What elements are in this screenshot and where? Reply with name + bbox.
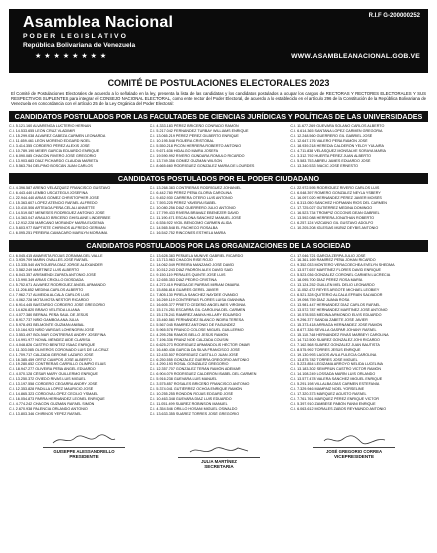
candidate-entry: C.I. 6.443.440 LEMBO USCÁTEGUI JOSEFINA bbox=[9, 191, 88, 196]
country-name: República Bolivariana de Venezuela bbox=[23, 42, 136, 49]
candidate-column bbox=[290, 254, 428, 417]
candidate-entry: C.I. 16.385.459 ORTIZ CAMPOS JOSÉ ALBERTO bbox=[9, 357, 92, 362]
institution-subtitle: PODER LEGISLATIVO bbox=[23, 33, 128, 40]
candidate-entry: C.I. 9.296.377 SANDIA ZABETE JOSÉ JAVIER bbox=[290, 317, 368, 322]
candidate-entry: C.I. 4.062.728 MOTA MOTA NÉSTOR RICARDO bbox=[9, 298, 89, 303]
candidate-entry: C.I. 3.582.249 MARTÍNEZ LUIS ALBERTO bbox=[9, 268, 80, 273]
section-civil-society bbox=[9, 240, 428, 417]
candidate-entry: C.I. 6.313.050 SÁNCHEZ HOFMANN RÍOS DEL CARMEN bbox=[290, 201, 387, 206]
candidate-entry: C.I. 15.178.241 RAMÍREZ AMAYA HILLARY EDUARDO bbox=[149, 312, 242, 317]
candidate-entry: C.I. 9.352.033 MONTERO VERACOECHEA EVELYN SHEDMA bbox=[290, 263, 395, 268]
candidate-entry: C.I. 18.947.277 OLIVEIRA PEÑA ÁNGEL EDUARDO bbox=[9, 367, 96, 372]
candidate-entry: C.I. 6.045.415 AMARISTA ROJAS ZORAIMA DEL VALLE bbox=[9, 253, 103, 258]
signature-secretary bbox=[164, 443, 274, 469]
candidate-column bbox=[290, 124, 428, 169]
candidate-column bbox=[9, 124, 147, 169]
candidate-entry: C.I. 13.981.447 HERNÁNDEZ DÍAZ CARLOS RAFAEL bbox=[290, 303, 381, 308]
section-citizen-power bbox=[9, 173, 428, 236]
candidate-entry: C.I. 19.130.993 LAGOS AVILA FULECIA CAROLINA bbox=[290, 352, 377, 357]
candidate-entry: C.I. 16.269.119 CONTRERAS FLORES LUISA GIANNINA bbox=[149, 298, 245, 303]
candidate-entry: C.I. 14.108.249 LOSSADA MARÍN LUIS ORLANDO bbox=[290, 372, 376, 377]
candidate-entry: C.I. 3.312.792 HUERTA PÉREZ JUAN ALBERTO bbox=[290, 153, 372, 158]
candidate-entry: C.I. 16.605.377 PRIETO CEDEÑO ANGELINES VIRGINIA bbox=[149, 303, 246, 308]
candidate-entry: C.I. 5.121.160 ALVARENGA LUCTERIO HERNAN bbox=[9, 124, 92, 129]
section-heading: CANDIDATOS POSTULADOS POR LAS FACULTADES DE CIENCIAS JURÍDICAS Y POLÍTICAS DE LAS UNIVERSIDADES bbox=[9, 111, 428, 123]
candidate-entry: C.I. 10.080.256 DÍAZ GUERRERO JULIO ANTONIO bbox=[149, 206, 236, 211]
candidate-entry: C.I. 12.248.560 GUERRERO GIL GABRIEL JOSÉ bbox=[290, 134, 373, 139]
candidate-entry: C.I. 12.433.507 RODRÍGUEZ CASTILLO JUAN JOSÉ bbox=[149, 352, 239, 357]
candidate-entry: C.I. 13.628.383 PEÑUELA MUNIVE GABRIEL RICARDO bbox=[149, 253, 244, 258]
candidate-entry: C.I. 22.944.440 ARIAS GÓMEZ CHRISTOPHER JOSÉ bbox=[9, 196, 100, 201]
signature-line bbox=[43, 447, 125, 448]
handwritten-signature-icon bbox=[319, 433, 389, 447]
candidate-entry: C.I. 5.563.754 DELPINO BOSCÁN JUAN CARLOS bbox=[9, 163, 93, 168]
candidate-entry: C.I. 15.856.816 GUARES GEREL JAVIER bbox=[149, 288, 219, 293]
candidate-columns bbox=[9, 186, 428, 236]
candidate-entry: C.I. 10.164.923 NIÑO VARGAS LOHENGRIN JOSÉ bbox=[9, 327, 95, 332]
candidate-entry: C.I. 7.805.130 PIRELA SANCHEZ NAYDEE OVANDO bbox=[149, 293, 239, 298]
candidate-entry: C.I. 6.043.357 ARISMENDI ZAPATA ANTONIO JOSÉ bbox=[9, 273, 97, 278]
section-heading: CANDIDATOS POSTULADOS POR LAS ORGANIZACIONES DE LA SOCIEDAD bbox=[9, 240, 428, 252]
candidate-entry: C.I. 5.603.977 BAPTISTE CHIRINOS ALFREDO GERMÁN bbox=[9, 226, 106, 230]
candidate-entry: C.I. 11.303.085 OLIVEROS CORONADO LUIS DE LA CRUZ bbox=[9, 347, 109, 352]
candidate-columns bbox=[9, 124, 428, 169]
candidate-entry: C.I. 4.077.380 BERNAL PEÑA SAUL DE JESÚS bbox=[9, 312, 89, 317]
candidate-entry: C.I. 13.803.346 CHIRINOS YEPEZ RAFAEL bbox=[9, 412, 82, 416]
candidate-entry: C.I. 7.162.568 SUÁREZ GONZÁLEZ JUAN BAUTISTA bbox=[290, 342, 380, 347]
candidate-entry: C.I. 6.063.612 MORALES ZABOS REYMUNDO ANTONIO bbox=[290, 407, 387, 412]
candidate-column bbox=[150, 186, 288, 236]
candidate-entry: C.I. 10.205.208 IGLESIAS MÚÑIZ DEYBIS ANTONIO bbox=[290, 226, 379, 230]
signer-role: SECRETARIA bbox=[204, 463, 234, 469]
candidate-entry: C.I. 13.340.533 IVACIC JOSÉ ERNESTO bbox=[290, 163, 359, 168]
candidate-entry: C.I. 13.268.383 CONTRERAS RODRÍGUEZ JOHANIEL bbox=[149, 186, 242, 191]
candidate-entry: C.I. 17.799.433 RIVERA BRAVAIZ EBENEZER DAVID bbox=[149, 211, 239, 216]
candidate-entry: C.I. 8.917.737 NIÑO GAMBOA ANA JULIA bbox=[9, 317, 79, 322]
candidate-entry: C.I. 9.671.636 HIDALGO MAIRA JOSEFA bbox=[149, 148, 219, 153]
candidate-column bbox=[9, 186, 147, 236]
candidate-entry: C.I. 13.577.657 MARTÍNEZ FLORES DAVID ENRIQUE bbox=[290, 268, 381, 273]
candidate-entry: C.I. 11.190.471 ESCALONA SÁNCHEZ MANUEL JOSÉ bbox=[149, 216, 242, 221]
candidate-entry: C.I. 5.550.218 PICÓN HERRERA ROBERTO ANTONIO bbox=[149, 144, 242, 149]
candidate-entry: C.I. 19.590.992 RIVERO GÚNDARA ROMULO RICARDO bbox=[149, 153, 245, 158]
candidate-entry: C.I. 11.659.461 LEÓN MORENO EDGARD NOEL bbox=[9, 139, 91, 144]
signature-vicepresident bbox=[299, 433, 409, 459]
candidate-entry: C.I. 17.320.373 MÁRQUEZ AGUSTO RAFAEL bbox=[290, 392, 367, 397]
candidate-entry: C.I. 6.614.365 SANTANA LOPEZ CARMEN GREGORIA bbox=[290, 129, 383, 134]
candidate-entry: C.I. 19.280.652 CONTRERAS CARRILLO OLIMPIO ELIAS bbox=[9, 362, 106, 367]
candidate-entry: C.I. 16.480.436 GARCÍA DA SILVA FRANCISCO JOSÉ bbox=[149, 347, 240, 352]
candidate-entry: C.I. 13.592.088 HERRERA JONATHAN ROBERTO bbox=[290, 216, 375, 221]
candidate-entry: C.I. 6.095.251 PEREIRA CAMACARO MARILYN MORAIMA bbox=[9, 230, 108, 235]
candidate-entry: C.I. 4.290.193 ROSAL GONZÁLEZ GREGORIO bbox=[149, 362, 229, 367]
signer-name: JULIA MARTÍNEZ bbox=[201, 458, 237, 464]
signature-president bbox=[29, 433, 139, 459]
candidate-entry: C.I. 13.572.787 HERNÁNDEZ MARTÍNEZ JOSÉ ANTONIO bbox=[290, 307, 388, 312]
candidate-entry: C.I. 3.414.355 CORDERO PÉREZ ALEXIS JOSÉ bbox=[9, 144, 90, 149]
header-banner bbox=[9, 9, 428, 73]
candidate-entry: C.I. 17.725.027 GUTIÉRREZ MEDINA DOMINGO bbox=[290, 206, 373, 211]
candidate-entry: C.I. 10.789.190 MEIER GARCÍA EDUARDO ENRIQUE bbox=[9, 148, 100, 153]
candidate-entry: C.I. 19.098.759 DÍAZ JUANA ROSA bbox=[290, 298, 350, 303]
candidate-entry: C.I. 6.257.124 VIZCAÍNO GIL GUSTAVO ADOLFO bbox=[290, 221, 374, 226]
candidate-entry: C.I. 13.990.349 ARIAS CRIOLLO DIOSDADA bbox=[9, 278, 84, 283]
candidate-entry: C.I. 5.752.671 ÁLVAREZ RODRÍGUEZ ÁNGEL ARMANDO bbox=[9, 283, 106, 288]
candidate-entry: C.I. 4.295.256 RAMOS BELLO JESÚS RAMÓN bbox=[149, 332, 228, 337]
candidate-entry: C.I. 10.512.243 DÍAZ PADRÓN ALEX DAVID SAID bbox=[149, 268, 233, 273]
candidate-entry: C.I. 13.065.219 PÉREZ PÉREZ GILBERTO ENRIQUE bbox=[149, 134, 239, 139]
candidate-column bbox=[9, 254, 147, 417]
candidate-entry: C.I. 4.333.183 PÉREZ BRICEÑO CONRADO RAMÓN bbox=[149, 124, 239, 129]
candidate-entry: C.I. 5.291.198 VILLALBA DÍAS CARMEN ESTEFANÍA bbox=[290, 382, 380, 387]
signature-line bbox=[313, 447, 395, 448]
candidate-entry: C.I. 6.250.555 GONZÁLEZ GUERRA GREGORIO ANTONIO bbox=[149, 357, 250, 362]
handwritten-signature-icon bbox=[184, 443, 254, 457]
candidate-entry: C.I. 5.217.042 FERNÁNDEZ TURBAY WILLIAMS ENRIQUE bbox=[149, 129, 249, 134]
candidate-entry: C.I. 7.761.761 MÁRQUEZ PÉREZ ENRIQUE VÍCTOR bbox=[290, 397, 380, 402]
candidate-entry: C.I. 6.048.397 ROMERO GONZÁLEZ NEYLA YSBERY bbox=[290, 191, 381, 196]
candidate-entry: C.I. 10.578.553 MEDINA ARMONDO ELVIS EDUARDO bbox=[290, 312, 382, 317]
official-notice-page bbox=[9, 9, 428, 545]
candidate-entry: C.I. 12.647.176 VALERO PEÑA RAMÓN JOSÉ bbox=[290, 139, 368, 144]
document-title: COMITÉ DE POSTULACIONES ELECTORALES 2023 bbox=[107, 78, 330, 88]
candidate-entry: C.I. 22.972.595 RODRÍGUEZ RIVERO CARLOS LUIS bbox=[290, 186, 380, 191]
candidate-entry: C.I. 13.875.782 TORRES JOSÉ MIGUEL bbox=[290, 357, 358, 362]
candidate-entry: C.I. 6.904.079 RODRÍGUEZ CALDERÓN ISABEL DEL CARMEN bbox=[149, 372, 257, 377]
candidate-entry: C.I. 14.565.548 EL PACHECO ROSALBA bbox=[149, 226, 218, 230]
institution-title: Asamblea Nacional bbox=[23, 14, 174, 31]
signature-line bbox=[178, 457, 260, 458]
candidate-entry: C.I. 7.196.336 FRANZ NOE CALZADA COUSIN bbox=[149, 337, 229, 342]
candidate-entry: C.I. 13.577.478 VALERA SÁNCHEZ MIGUEL ENRIQUE bbox=[290, 377, 383, 382]
candidate-entry: C.I. 10.410.506 ARTEAGA PEÑA CELALI ANNETTE bbox=[9, 206, 96, 211]
candidate-entry: C.I. 8.575.992 TORRES JESÚS ENRIQUE bbox=[290, 347, 361, 352]
signer-name: JOSÉ GREGORIO CORREA bbox=[325, 448, 383, 454]
candidate-entry: C.I. 14.712.500 SUÁREZ GONZÁLEZ JOHI RICARDO bbox=[290, 337, 380, 342]
candidate-entry: C.I. 12.912.228 MARCANO MORANDY MARÍA EUGENIA bbox=[9, 221, 105, 226]
candidate-entry: C.I. 5.965.578 FRANCO COLOSE MIGUEL GUILLERMO bbox=[149, 327, 244, 332]
candidate-entry: C.I. 11.206.852 MEDINA CARLOS ALBERTO bbox=[9, 288, 84, 293]
candidate-entry: C.I. 14.363.047 ARAUJO BRICEÑO GHISLAINE LINDERBEE bbox=[9, 216, 111, 221]
candidate-entry: C.I. 13.124.252 GUILLÉN MEL DELIO LEONARDO bbox=[290, 283, 375, 288]
candidate-entry: C.I. 5.916.238 GUEVARA LUIS MANUEL bbox=[149, 377, 218, 382]
candidate-entry: C.I. 18.095.700 DÍAZ PÉREZ ROSA MARÍA bbox=[290, 278, 363, 283]
candidate-entry: C.I. 5.583.753 ABREU JAMES EDUARDO JOSÉ bbox=[290, 158, 371, 163]
candidate-entry: C.I. 16.542.752 RINCONES ESTHELA MARÍA bbox=[149, 230, 226, 235]
candidate-entry: C.I. 4.396.587 ARENO VELÁZQUEZ FRANCISCO GUSTAVO bbox=[9, 186, 111, 191]
candidate-entry: C.I. 6.521.328 QUITERIO ALCALÁ EFRAÍN SALVADOR bbox=[290, 293, 383, 298]
signatures-area bbox=[9, 419, 428, 471]
candidate-entry: C.I. 6.442.780 PÉREZ PEÑA GLORIA CAROLINA bbox=[149, 191, 232, 196]
candidate-entry: C.I. 3.575.857 ROSALES BRICEÑO FRANCISCO ANTONIO bbox=[149, 382, 250, 387]
candidate-entry: C.I. 15.110.748 HERNÁNDEZ RIVAS MARBEYI CAROLINA bbox=[290, 332, 389, 337]
section-universities bbox=[9, 111, 428, 169]
candidate-entry: C.I. 3.939.709 MARIN OVALLES JOSÉ RAFAEL bbox=[9, 258, 89, 263]
candidate-entry: C.I. 5.523.036 GONZÁLEZ CORONEL CARMEN LUCRECIA bbox=[290, 273, 391, 278]
candidate-entry: C.I. 15.174.251 ESCARRÁ GIL CAROLINA DEL CARMEN bbox=[149, 307, 246, 312]
candidate-entry: C.I. 6.090.085 CHACÓN RIVERO JOSÉ GREGORIO bbox=[9, 153, 97, 158]
candidate-entry: C.I. 12.655.353 DÍAZ PEDRO CRISTINA bbox=[149, 278, 217, 283]
signer-name: GUISEPPE ALESSANDRELLO bbox=[53, 448, 115, 454]
candidate-entry: C.I. 4.070.128 CÉSAR MARY GUILLERMO ENRIQUE bbox=[9, 372, 99, 377]
candidate-entry: C.I. 14.626.820 BRAVO VELÍTIDA LILIANA bbox=[9, 307, 80, 312]
candidate-entry: C.I. 18.939.218 HEREDIA CALDERÓN YELDY YULAIRA bbox=[290, 144, 385, 149]
rif-number: R.I.F G-200000252 bbox=[368, 13, 420, 19]
candidate-entry: C.I. 15.460.581 FERNÁNDEZ BLANCO INDIRA TERESA bbox=[149, 317, 244, 322]
candidate-entry: C.I. 17.046.721 GARCÍA ZERPA JULIO JOSÉ bbox=[290, 253, 366, 258]
candidate-entry: C.I. 16.097.020 HERNÁNDEZ PÉREZ JAVIER MOISÉS bbox=[290, 196, 382, 201]
candidate-entry: C.I. 9.452.930 CARRERA OTERO LUIS ANTONIO bbox=[149, 196, 233, 201]
candidate-entry: C.I. 9.150.119 PERALES QUINTE JOSÉ LUIS bbox=[149, 273, 226, 278]
candidate-entry: C.I. 11.052.472 REYES ARGOTE MICHAEL LEOBIEY bbox=[290, 288, 380, 293]
candidate-entry: C.I. 4.711.838 VELÁSQUEZ MONSALVE SORAYA MARÍA bbox=[290, 148, 386, 153]
candidate-entry: C.I. 11.051.499 SUÁREZ ROBINSON MANUEL bbox=[149, 402, 228, 407]
section-heading: CANDIDATOS POSTULADOS POR EL PODER CIUDADANO bbox=[9, 173, 428, 185]
stars-decoration: ★★★★★★★★ bbox=[35, 53, 110, 60]
candidate-entry: C.I. 13.197.558 CORDERO CEGARRA ANDRY JOSÉ bbox=[9, 382, 98, 387]
candidate-entry: C.I. 16.523.734 TROMPIZ OCCONIS DEAN GABRIEL bbox=[290, 211, 380, 216]
candidate-entry: C.I. 14.865.323 CÓRDOVA LÓPEZ CECILIO YSMAEL bbox=[9, 392, 99, 397]
candidate-entry: C.I. 4.272.419 PINEDA DE PARRAS MIRIAM OMAIRA bbox=[149, 283, 240, 288]
candidate-entry: C.I. 8.665.660 RODRÍGUEZ GONZÁLEZ MARÍA DE LOURDES bbox=[149, 163, 255, 168]
candidate-entry: C.I. 13.183.302 SEMPRÚN CASTRO VÍCTOR RAMÓN bbox=[290, 367, 382, 372]
candidate-entry: C.I. 15.373.418 ARRIAGA HERNÁNDEZ JOSÉ RAMÓN bbox=[290, 322, 383, 327]
candidate-entry: C.I. 11.677.269 GUEVARA SOLANO CARLOS ALBERTO bbox=[290, 124, 385, 129]
handwritten-signature-icon bbox=[49, 433, 119, 447]
candidate-entry: C.I. 15.299.038 ÁLVAREZ CABEZA CARMEN LEONARDA bbox=[9, 134, 106, 139]
candidate-entry: C.I. 16.054.873 PARRA HERNÁNDEZ LEONEL ENRIQUE bbox=[9, 397, 105, 402]
candidate-entry: C.I. 7.962.717 ALMEIDA ALCALÁ CARLOS LUIS bbox=[9, 293, 90, 298]
candidate-entry: C.I. 14.533.655 LEÓN CRUZ VLADIMIR bbox=[9, 129, 75, 134]
candidate-entry: C.I. 6.914.445 BASTARDO CORDERO JOSÉ GREGORIO bbox=[9, 303, 106, 308]
candidate-column bbox=[150, 254, 288, 417]
website-url: WWW.ASAMBLEANACIONAL.GOB.VE bbox=[291, 53, 420, 60]
candidate-entry: C.I. 14.519.087 MENESES RODRÍGUEZ ANTONIO JOSÉ bbox=[9, 211, 105, 216]
candidate-entry: C.I. 10.463.348 GUEVARA DÍAZ LUIS EDUARDO bbox=[149, 397, 232, 402]
candidate-entry: C.I. 16.361.169 RAMÍREZ PEÑA JOHAN RICARDO bbox=[290, 258, 376, 263]
candidate-entry: C.I. 4.354.546 ORILLO HOSANI MIGUEL OSWALDO bbox=[149, 407, 238, 412]
candidate-entry: C.I. 1.709.717 CALZADA GERONE LAZARO JOSÉ bbox=[9, 352, 94, 357]
candidate-entry: C.I. 8.677.336 SEVILLA GASPAR JOHANY RAFAEL bbox=[290, 327, 377, 332]
candidate-entry: C.I. 5.374.041 GUTIÉRREZ OCHOA ENRIQUE RAMÓN bbox=[149, 387, 243, 392]
candidate-entry: C.I. 5.397.910 ZAMBESE PABÓN FANNI ENRIQUE bbox=[290, 402, 376, 407]
candidate-entry: C.I. 12.353.828 PADILLA LÓPEZ MAURICIO JOSÉ bbox=[9, 387, 94, 392]
candidate-entry: C.I. 13.713.963 CHACÓN RISE ROJO bbox=[149, 258, 213, 263]
candidate-entry: C.I. 2.670.938 PALENCIA ORLANDO ANTONIO bbox=[9, 407, 88, 412]
signer-role: PRESIDENTE bbox=[69, 453, 99, 459]
candidate-entry: C.I. 13.749.356 GÓMEZ GUZMÁN WILSON bbox=[149, 158, 223, 163]
candidate-entry: C.I. 5.223.854 LEGIZAMA ARROYO NELIDA LUCELINA bbox=[290, 362, 383, 367]
candidate-entry: C.I. 14.991.977 NOVAL MÉNDEZ AIDE CLARISA bbox=[9, 337, 91, 342]
candidate-entry: C.I. 13.250.372 OVIEDO RIVAS LUIS MIGUEL bbox=[9, 377, 86, 382]
candidate-entry: C.I. 10.255.255 RONDÓN ROJAS EDGARD JOSÉ bbox=[149, 392, 234, 397]
candidate-entry: C.I. 14.062.049 PEREIRA MANZANO JOSÉ DAVID bbox=[149, 263, 235, 268]
candidate-entry: C.I. 13.903.683 DÍAZ PICHARDO CLAUDIA MARIETA bbox=[9, 158, 99, 163]
candidate-entry: C.I. 5.567.045 RAMÍREZ ANTONIO DE FAGUNDEZ bbox=[149, 322, 236, 327]
signer-role: VICEPRESIDENTE bbox=[333, 453, 375, 459]
candidate-entry: C.I. 3.553.497 BOLÍVAR CONTRERAS ANDRY JOSEFINA bbox=[9, 332, 106, 337]
candidate-column bbox=[150, 124, 288, 169]
intro-paragraph: El Comité de Postulaciones Electorales de acuerdo a lo señalado en la ley, presenta la lista de las candidatas y los candidatos postulados a ocupar los cargos de RECTORAS Y RECTORES ELECTORALES Y SUS RESPECTIVOS SUPLENTES para integrar el CONSEJO NACIONAL ELECTORAL, como ente rector del Poder Electoral, de acuerdo a lo establecido en el artículo 296 de la Constitución de la República Bolivariana de Venezuela en concordancia con el artículo 25 de la Ley Orgánica del Poder Electoral: bbox=[11, 91, 426, 107]
candidate-entry: C.I. 13.335.540 ANTIGUERA DÍAZ JORGE ALEXANDER bbox=[9, 263, 103, 268]
candidate-entry: C.I. 4.774.242 CHACÓN GUZMÁN RAFAEL SIMÓN bbox=[9, 402, 95, 407]
candidate-column bbox=[290, 186, 428, 236]
candidate-entry: C.I. 12.357.707 GONZÁLEZ TERÁN RAMÓN ADEMAR bbox=[149, 367, 241, 372]
candidate-entry: C.I. 6.625.273 RODRÍGUEZ ARMÁNDOLIS HÉCTOR OMAR bbox=[149, 342, 250, 347]
candidate-entry: C.I. 7.593.225 PÉREZ YAVEIRA ISABEL bbox=[149, 201, 217, 206]
candidate-entry: C.I. 13.633.355 SUÁREZ TORRES JOSÉ GREGORIO bbox=[149, 412, 240, 416]
candidate-entry: C.I. 10.195.548 FIGUERA CRISTÓBAL bbox=[149, 139, 215, 144]
candidate-entry: C.I. 15.363.607 LÓPEZ ATENCIO RAFAEL ALFREDO bbox=[9, 201, 98, 206]
candidate-entry: C.I. 4.048.826 CASTRO BENITEZ ISAAC ENRIQUE bbox=[9, 342, 96, 347]
candidate-columns bbox=[9, 254, 428, 417]
candidate-entry: C.I. 5.978.493 BELMONTE GUZMÁN ANIBAL bbox=[9, 322, 85, 327]
candidate-entry: C.I. 6.536.922 VIGIL BENCOMO CARMEN ALIDA bbox=[149, 221, 232, 226]
candidate-entry: C.I. 7.329.946 MAMPAÍZ NOEL YORSELINE bbox=[290, 387, 365, 392]
